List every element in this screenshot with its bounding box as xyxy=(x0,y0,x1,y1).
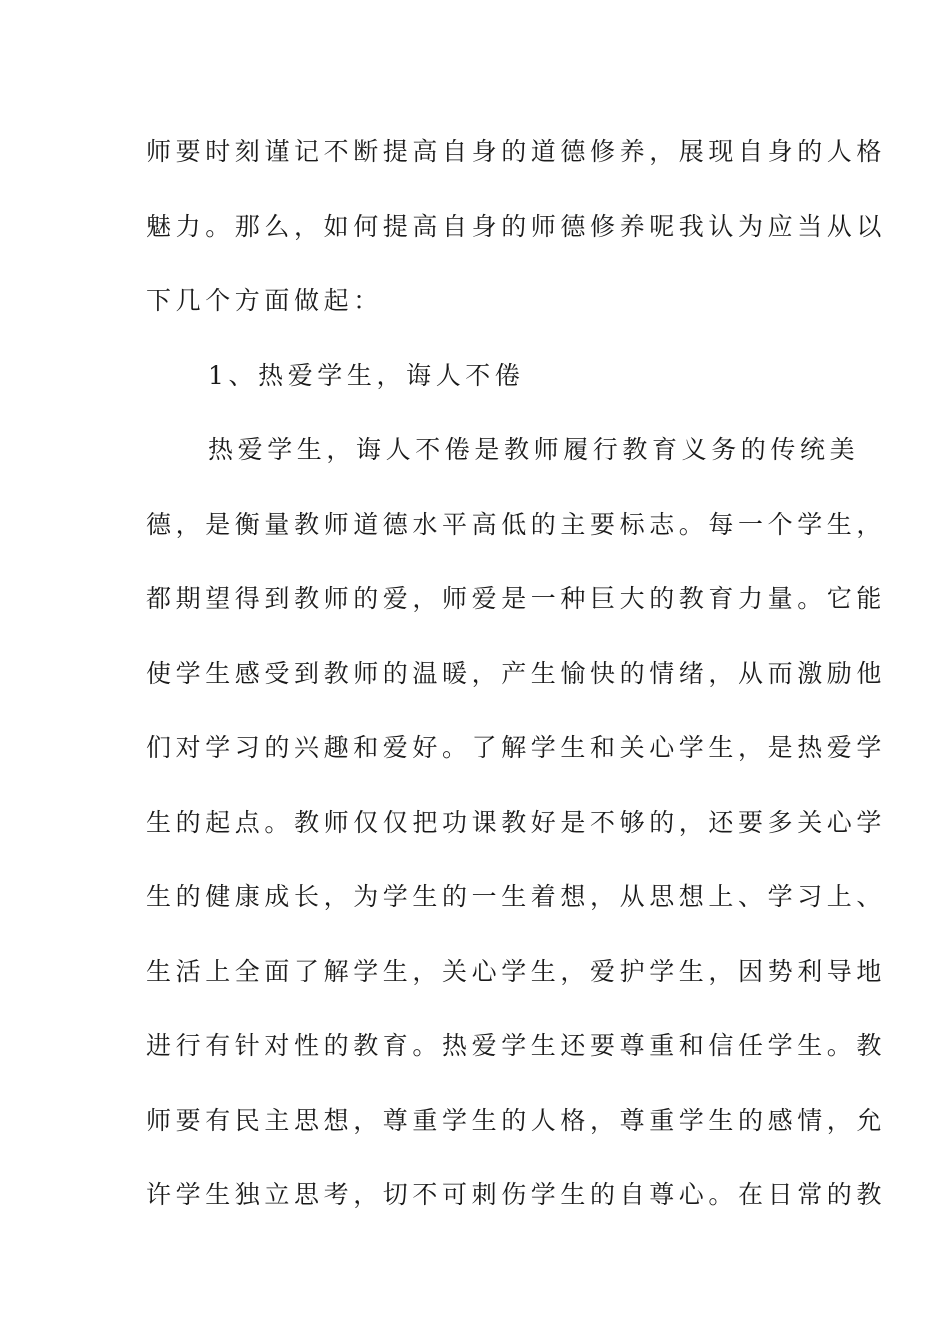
text-line: 进行有针对性的教育。热爱学生还要尊重和信任学生。教 xyxy=(146,1031,887,1060)
text-line: 们对学习的兴趣和爱好。了解学生和关心学生，是热爱学 xyxy=(146,733,887,762)
section-heading: 1、热爱学生，诲人不倦 xyxy=(208,360,525,390)
text-line: 都期望得到教师的爱，师爱是一种巨大的教育力量。它能 xyxy=(146,584,887,613)
text-line: 德，是衡量教师道德水平高低的主要标志。每一个学生， xyxy=(146,509,887,539)
text-line: 生活上全面了解学生，关心学生，爱护学生，因势利导地 xyxy=(146,956,887,986)
text-line: 师要时刻谨记不断提高自身的道德修养，展现自身的人格 xyxy=(146,137,887,166)
text-line: 下几个方面做起： xyxy=(146,286,383,315)
paragraph-first-line: 热爱学生，诲人不倦是教师履行教育义务的传统美 xyxy=(208,435,860,464)
document-body xyxy=(146,127,887,1245)
text-line: 师要有民主思想，尊重学生的人格，尊重学生的感情，允 xyxy=(146,1105,887,1135)
text-line: 使学生感受到教师的温暖，产生愉快的情绪，从而激励他 xyxy=(146,658,887,688)
text-line: 魅力。那么，如何提高自身的师德修养呢我认为应当从以 xyxy=(146,211,887,241)
text-line: 生的健康成长，为学生的一生着想，从思想上、学习上、 xyxy=(146,882,887,911)
text-line: 许学生独立思考，切不可刺伤学生的自尊心。在日常的教 xyxy=(146,1180,887,1209)
text-line: 生的起点。教师仅仅把功课教好是不够的，还要多关心学 xyxy=(146,807,887,837)
